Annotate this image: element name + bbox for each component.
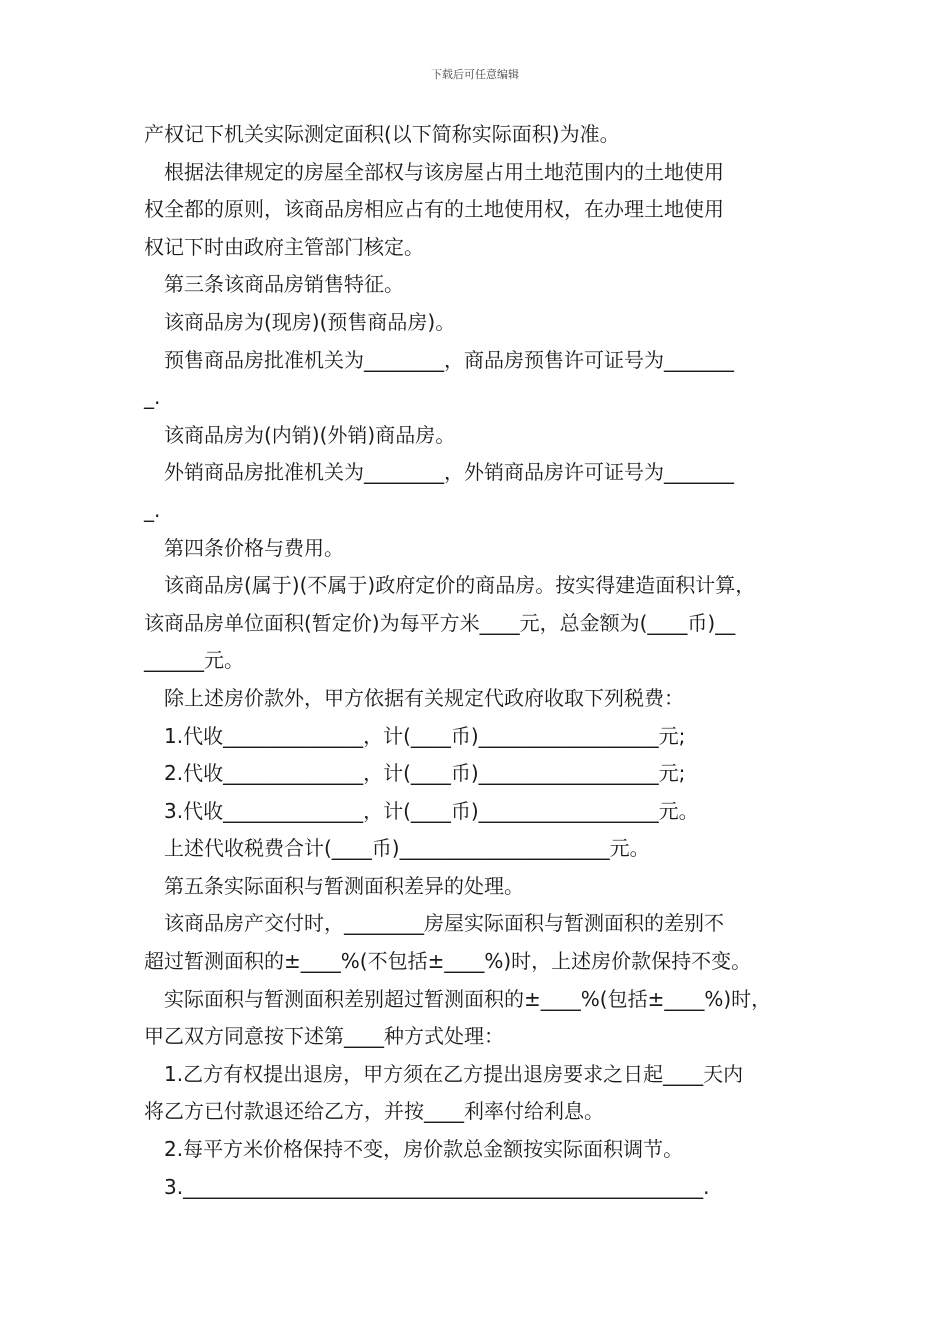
document-line: _. [144,497,161,522]
document-line: 1.乙方有权提出退房，甲方须在乙方提出退房要求之日起____天内 [164,1061,744,1086]
document-line: 第五条实际面积与暂测面积差异的处理。 [164,873,524,898]
document-line: 根据法律规定的房屋全部权与该房屋占用土地范围内的土地使用 [164,159,724,184]
document-line: 该商品房为(内销)(外销)商品房。 [164,422,456,447]
document-line: 3.代收______________，计(____币)__________________元。 [164,798,699,823]
document-line: 第三条该商品房销售特征。 [164,272,404,297]
document-body [144,116,816,1206]
document-line: 上述代收税费合计(____币)_____________________元。 [164,836,650,861]
document-line: 超过暂测面积的±____%(不包括±____%)时，上述房价款保持不变。 [144,949,752,974]
document-line: 权记下时由政府主管部门核定。 [144,234,424,259]
document-line: 2.每平方米价格保持不变，房价款总金额按实际面积调节。 [164,1137,684,1162]
document-line: 除上述房价款外，甲方依据有关规定代政府收取下列税费： [164,685,684,710]
document-line: 预售商品房批准机关为________，商品房预售许可证号为_______ [164,347,734,372]
document-line: 该商品房单位面积(暂定价)为每平方米____元，总金额为(____币)__ [144,610,736,635]
document-line: 1.代收______________，计(____币)__________________元; [164,723,686,748]
document-line: 产权记下机关实际测定面积(以下简称实际面积)为准。 [144,122,620,146]
document-line: 实际面积与暂测面积差别超过暂测面积的±____%(包括±____%)时， [164,986,772,1011]
document-line: 该商品房为(现房)(预售商品房)。 [164,309,456,334]
document-line: 第四条价格与费用。 [164,535,344,560]
document-line: _. [144,385,161,410]
document-line: 甲乙双方同意按下述第____种方式处理： [144,1024,504,1049]
page-header-note: 下载后可任意编辑 [431,68,519,81]
document-line: 3.____________________________________________________. [164,1174,710,1199]
document-line: 该商品房产交付时，________房屋实际面积与暂测面积的差别不 [164,911,724,936]
document-line: 将乙方已付款退还给乙方，并按____利率付给利息。 [144,1099,604,1124]
document-line: ______元。 [144,648,244,673]
document-line: 2.代收______________，计(____币)__________________元; [164,761,686,786]
document-line: 权全都的原则，该商品房相应占有的土地使用权，在办理土地使用 [144,197,724,222]
document-line: 外销商品房批准机关为________，外销商品房许可证号为_______ [164,460,734,485]
document-line: 该商品房(属于)(不属于)政府定价的商品房。按实得建造面积计算， [164,573,756,598]
